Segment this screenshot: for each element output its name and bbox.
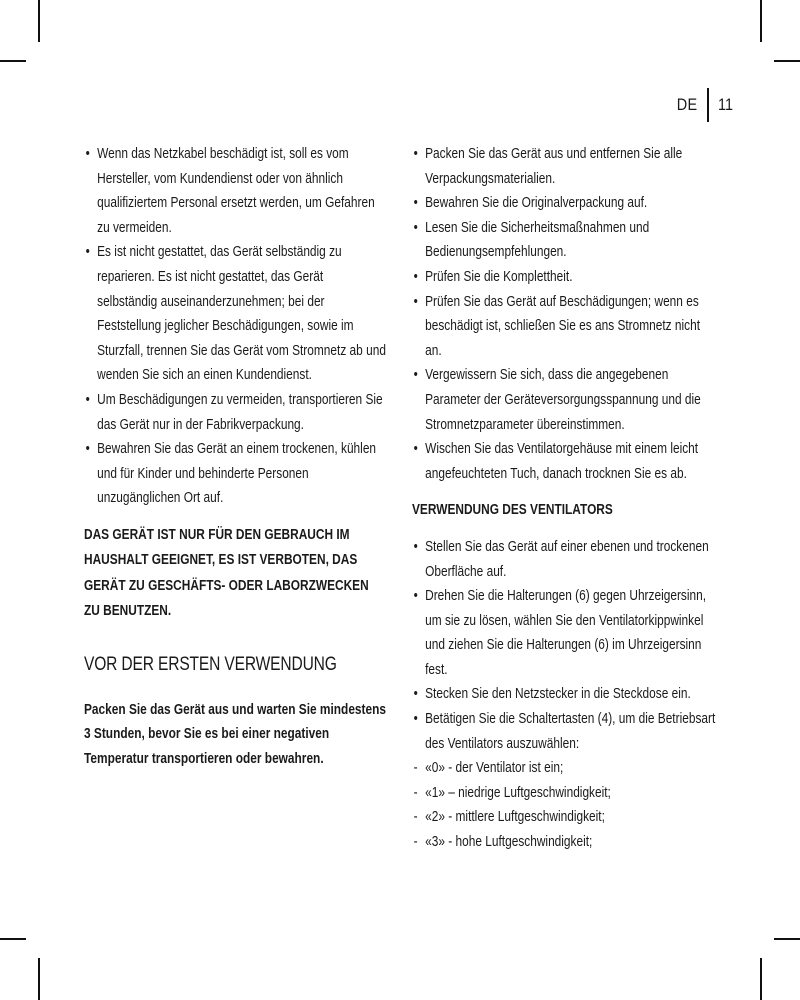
- safety-bullet-list: [84, 142, 386, 511]
- page-number: 11: [718, 95, 734, 114]
- list-item: • Stecken Sie den Netzstecker in die Steckdose ein.: [412, 682, 718, 707]
- household-use-warning: DAS GERÄT IST NUR FÜR DEN GEBRAUCH IM HAUSHALT GEEIGNET, ES IST VERBOTEN, DAS GERÄT ZU GESCHÄFTS- ODER LABORZWECKEN ZU BENUTZEN.: [84, 526, 369, 620]
- list-item: • Wenn das Netzkabel beschädigt ist, soll es vom Hersteller, vom Kundendienst oder von ähnlich qualifiziertem Personal ersetzt werden, um Gefahren zu vermeiden.: [84, 142, 386, 240]
- mode-list: [412, 756, 718, 854]
- list-item: • Wischen Sie das Ventilatorgehäuse mit einem leicht angefeuchteten Tuch, danach trocknen Sie es ab.: [412, 437, 718, 486]
- right-column: [412, 142, 718, 855]
- list-item: • Drehen Sie die Halterungen (6) gegen Uhrzeigersinn, um sie zu lösen, wählen Sie den Ventilatorkippwinkel und ziehen Sie die Halterungen (6) im Uhrzeigersinn fest.: [412, 584, 718, 682]
- crop-mark-top-left-horizontal: [0, 60, 26, 62]
- list-item: • Bewahren Sie das Gerät an einem trockenen, kühlen und für Kinder und behinderte Personen unzugänglichen Ort auf.: [84, 437, 386, 511]
- list-item: • Packen Sie das Gerät aus und entfernen Sie alle Verpackungsmaterialien.: [412, 142, 718, 191]
- crop-mark-top-left-vertical: [38, 0, 40, 42]
- list-item: • Stellen Sie das Gerät auf einer ebenen und trockenen Oberfläche auf.: [412, 535, 718, 584]
- crop-mark-bottom-right-horizontal: [774, 938, 800, 940]
- mode-item: - «3» - hohe Luftgeschwindigkeit;: [412, 830, 718, 855]
- list-item: • Prüfen Sie die Komplettheit.: [412, 265, 718, 290]
- header-divider: [707, 88, 709, 122]
- crop-mark-bottom-left-vertical: [38, 958, 40, 1000]
- left-column-content: [84, 142, 386, 771]
- section-title-first-use: VOR DER ERSTEN VERWENDUNG: [84, 653, 337, 675]
- right-column-content: [412, 142, 718, 855]
- crop-mark-top-right-horizontal: [774, 60, 800, 62]
- list-item: • Lesen Sie die Sicherheitsmaßnahmen und Bedienungsempfehlungen.: [412, 216, 718, 265]
- mode-item: - «0» - der Ventilator ist ein;: [412, 756, 718, 781]
- left-column: [84, 142, 386, 771]
- crop-mark-bottom-left-horizontal: [0, 938, 26, 940]
- list-item: • Betätigen Sie die Schaltertasten (4), um die Betriebsart des Ventilators auszuwählen:: [412, 707, 718, 756]
- list-item: • Prüfen Sie das Gerät auf Beschädigungen; wenn es beschädigt ist, schließen Sie es ans Stromnetz nicht an.: [412, 290, 718, 364]
- list-item: • Bewahren Sie die Originalverpackung auf.: [412, 191, 718, 216]
- language-code: DE: [676, 95, 698, 114]
- list-item: • Um Beschädigungen zu vermeiden, transportieren Sie das Gerät nur in der Fabrikverpackung.: [84, 388, 386, 437]
- unpacking-note: Packen Sie das Gerät aus und warten Sie mindestens 3 Stunden, bevor Sie es bei einer negativen Temperatur transportieren oder bewahren.: [84, 701, 386, 767]
- preparation-bullet-list: [412, 142, 718, 486]
- crop-mark-bottom-right-vertical: [760, 958, 762, 1000]
- crop-mark-top-right-vertical: [760, 0, 762, 42]
- section-title-fan-usage: VERWENDUNG DES VENTILATORS: [412, 502, 613, 519]
- page-header: [673, 88, 736, 122]
- mode-item: - «1» – niedrige Luftgeschwindigkeit;: [412, 781, 718, 806]
- mode-item: - «2» - mittlere Luftgeschwindigkeit;: [412, 805, 718, 830]
- usage-bullet-list: [412, 535, 718, 756]
- list-item: • Es ist nicht gestattet, das Gerät selbständig zu reparieren. Es ist nicht gestattet, das Gerät selbständig auseinanderzunehmen; bei der Feststellung jeglicher Beschädigungen, sowie im Sturzfall, trennen Sie das Gerät vom Stromnetz ab und wenden Sie sich an einen Kundendienst.: [84, 240, 386, 388]
- list-item: • Vergewissern Sie sich, dass die angegebenen Parameter der Geräteversorgungsspannung und die Stromnetzparameter übereinstimmen.: [412, 363, 718, 437]
